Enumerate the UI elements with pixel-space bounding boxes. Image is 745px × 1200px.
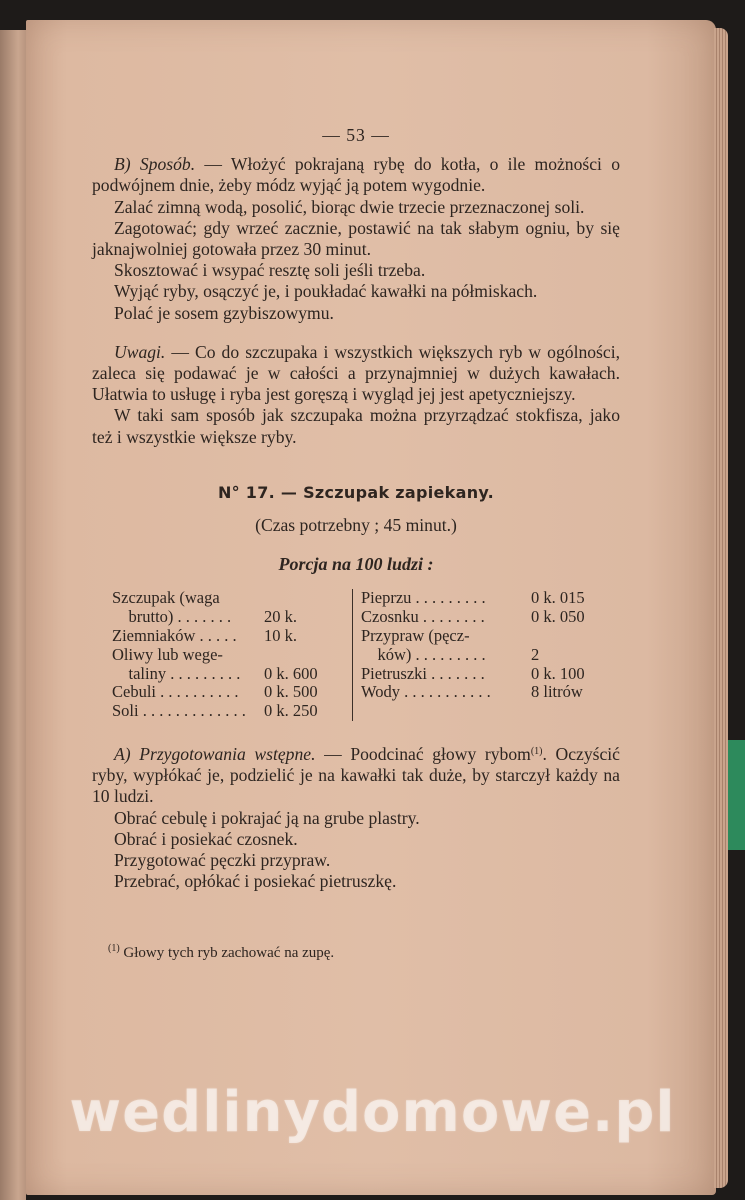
- page-content: [92, 125, 620, 965]
- paragraph-b-5: Wyjąć ryby, osączyć je, i poukładać kawałki na półmiskach.: [114, 281, 538, 302]
- paragraph-b-3: Zagotować; gdy wrzeć zacznie, postawić na tak słabym ogniu, by się jaknajwolniej gotowała przez 30 minut.: [92, 217, 620, 260]
- ingredients-right-column: [352, 589, 601, 721]
- ingredient-row: Cebuli . . . . . . . . . . 0 k. 500: [112, 682, 318, 702]
- remarks-paragraph-1: Uwagi. — Co do szczupaka i wszystkich większych ryb w ogólności, zaleca się podawać je w całości a przynajmniej w dużych kawałach. Ułatwia to usługę i ryba jest goręszą i wygląd jej jest apetyczniejszy.: [92, 341, 620, 405]
- footnote: $^{(1)}$ Głowy tych ryb zachować na zupę.: [108, 943, 335, 962]
- footnote-mark: (1): [108, 943, 120, 955]
- watermark: wedlinydomowe.pl: [69, 1080, 676, 1145]
- page-stack-edge: [714, 28, 728, 1188]
- ingredient-row: ków) . . . . . . . . . 2: [361, 644, 540, 664]
- footnote-ref: (1): [530, 746, 543, 758]
- ingredients-left-column: [112, 589, 352, 721]
- remarks-paragraph-2: W taki sam sposób jak szczupaka można przyrządzać stokfisza, jako też i wszystkie większe ryby.: [92, 405, 620, 447]
- ingredient-row: Pieprzu . . . . . . . . . 0 k. 015: [361, 588, 585, 608]
- recipe-title: N° 17. — Szczupak zapiekany.: [217, 482, 495, 502]
- left-page-edge: [0, 30, 26, 1200]
- method-section: [92, 741, 620, 892]
- ingredient-row: taliny . . . . . . . . . 0 k. 600: [112, 663, 318, 683]
- ingredient-row: Ziemniaków . . . . . 10 k.: [112, 626, 297, 646]
- method-paragraph-5: Przebrać, opłókać i posiekać pietruszkę.: [114, 871, 397, 892]
- recipe-time: (Czas potrzebny ; 45 minut.): [255, 515, 457, 536]
- page-number: — 53 —: [322, 125, 390, 145]
- section-label-a: A) Przygotowania wstępne.: [114, 744, 316, 765]
- ingredient-row: Wody . . . . . . . . . . . 8 litrów: [361, 682, 583, 702]
- method-paragraph-2: Obrać cebulę i pokrajać ją na grube plastry.: [114, 807, 420, 828]
- ingredient-row: Przypraw (pęcz-: [361, 626, 470, 646]
- section-label-b: B) Sposób.: [114, 154, 196, 175]
- method-paragraph-4: Przygotować pęczki przypraw.: [114, 850, 331, 871]
- method-paragraph-1: A) Przygotowania wstępne. — Poodcinać głowy rybom$^{(1)}$. Oczyścić ryby, wypłókać je, podzielić je na kawałki tak duże, by starczył każdy na 10 ludzi.: [92, 744, 620, 807]
- ingredient-row: Czosnku . . . . . . . . 0 k. 050: [361, 607, 585, 627]
- green-bookmark: [728, 740, 745, 850]
- method-paragraph-3: Obrać i posiekać czosnek.: [114, 828, 298, 849]
- ingredients-table: [112, 589, 612, 721]
- paragraph-b-1: B) Sposób. — Włożyć pokrajaną rybę do kotła, o ile możności o podwójnem dnie, żeby módz wyjąć ją potem wygodnie.: [92, 154, 620, 196]
- ingredient-row: Soli . . . . . . . . . . . . . 0 k. 250: [112, 701, 318, 721]
- ingredient-row: Szczupak (waga: [112, 588, 220, 608]
- ingredient-row: Oliwy lub wege-: [112, 644, 223, 664]
- ingredient-row: brutto) . . . . . . . 20 k.: [112, 607, 297, 627]
- paragraph-b-2: Zalać zimną wodą, posolić, biorąc dwie trzecie przeznaczonej soli.: [114, 196, 585, 217]
- paragraph-b-4: Skosztować i wsypać resztę soli jeśli trzeba.: [114, 260, 426, 281]
- remarks-label: Uwagi.: [114, 341, 166, 362]
- ingredient-row: Pietruszki . . . . . . . 0 k. 100: [361, 663, 585, 683]
- paragraph-b-6: Polać je sosem gzybiszowymu.: [114, 302, 334, 323]
- recipe-portion: Porcja na 100 ludzi :: [278, 554, 434, 575]
